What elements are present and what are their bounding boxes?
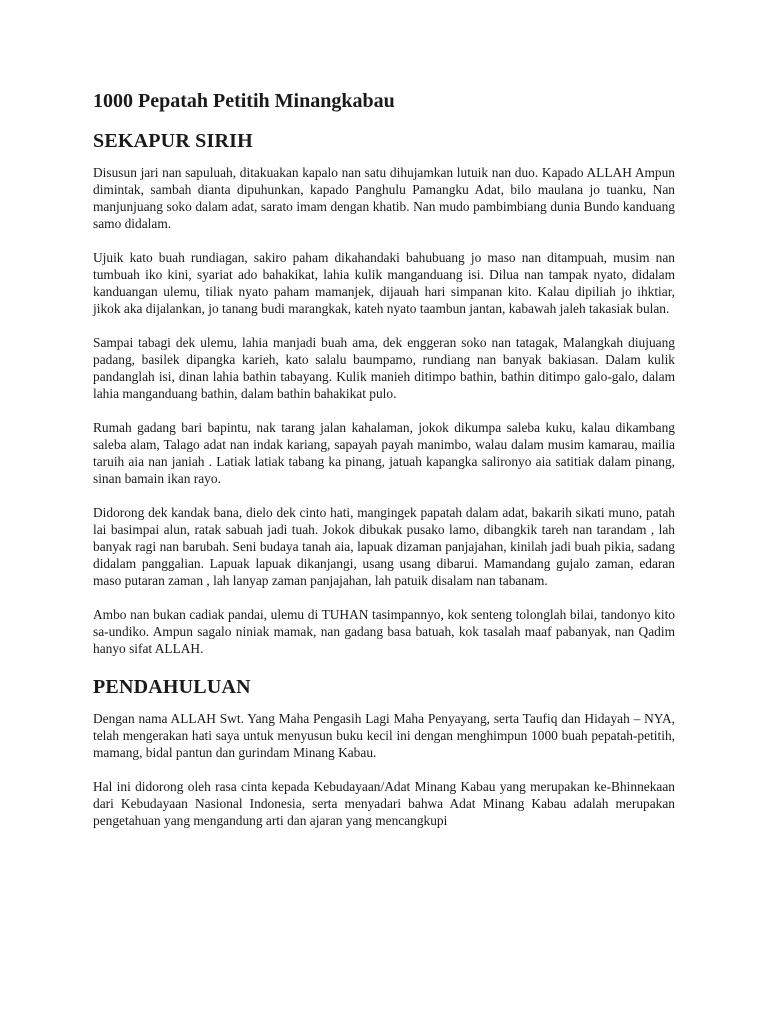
paragraph: Hal ini didorong oleh rasa cinta kepada Kebudayaan/Adat Minang Kabau yang merupakan ke-Bhinnekaan dari Kebudayaan Nasional Indonesia, serta menyadari bahwa Adat Minang Kabau adalah merupakan pengetahuan yang mengandung arti dan ajaran yang mencangkupi bbox=[93, 779, 675, 828]
document-page bbox=[93, 88, 675, 846]
paragraph: Sampai tabagi dek ulemu, lahia manjadi buah ama, dek enggeran soko nan tatagak, Malangkah diujuang padang, basilek dipangka karieh, kato salalu baumpamo, rundiang nan banyak bakiasan. Dalam kulik pandanglah isi, dinan lahia bathin tabayang. Kulik manieh ditimpo bathin, bathin ditimpo galo-galo, dalam lahia manganduang bathin, dalam bathin bahakikat pulo. bbox=[93, 335, 675, 401]
section-heading-sekapur-sirih: SEKAPUR SIRIH bbox=[93, 130, 253, 152]
paragraph: Rumah gadang bari bapintu, nak tarang jalan kahalaman, jokok dikumpa saleba kuku, kalau dikambang saleba alam, Talago adat nan indak kariang, sapayah payah manimbo, walau dalam musim kamarau, mailia taruih aia nan janiah . Latiak latiak tabang ka pinang, jatuah kapangka salironyo aia satitiak dalam pinang, sinan bamain ikan rayo. bbox=[93, 420, 675, 486]
paragraph: Ambo nan bukan cadiak pandai, ulemu di TUHAN tasimpannyo, kok senteng tolonglah bilai, tandonyo kito sa-undiko. Ampun sagalo niniak mamak, nan gadang basa batuah, kok tasalah maaf pabanyak, nan Qadim hanyo sifat ALLAH. bbox=[93, 607, 675, 656]
paragraph: Disusun jari nan sapuluah, ditakuakan kapalo nan satu dihujamkan lutuik nan duo. Kapado ALLAH Ampun dimintak, sambah dianta dipuhunkan, kapado Panghulu Pamangku Adat, bilo maulana jo tuanku, Nan manjunjuang soko dalam adat, sarato imam dengan khatib. Nan mudo pambimbiang dunia Bundo kanduang samo didalam. bbox=[93, 165, 675, 231]
paragraph: Didorong dek kandak bana, dielo dek cinto hati, mangingek papatah dalam adat, bakarih sikati muno, patah lai basimpai alun, ratak sabuah jadi tuah. Jokok dibukak pusako lamo, dibangkik tareh nan tarandam , lah banyak ragi nan barubah. Seni budaya tanah aia, lapuak dizaman panjajahan, kinilah jadi buah pikia, sadang didalam panggalian. Lapuak lapuak dikanjangi, usang usang dibarui. Mamandang gujalo zaman, edaran maso putaran zaman , lah lanyap zaman panjajahan, lah patuik disalam nan tabanam. bbox=[93, 505, 675, 588]
section-heading-pendahuluan: PENDAHULUAN bbox=[93, 676, 251, 698]
paragraph: Dengan nama ALLAH Swt. Yang Maha Pengasih Lagi Maha Penyayang, serta Taufiq dan Hidayah – NYA, telah mengerakan hati saya untuk menyusun buku kecil ini dengan menghimpun 1000 buah pepatah-petitih, mamang, bidal pantun dan gurindam Minang Kabau. bbox=[93, 711, 675, 760]
document-title: 1000 Pepatah Petitih Minangkabau bbox=[93, 90, 395, 112]
paragraph: Ujuik kato buah rundiagan, sakiro paham dikahandaki bahubuang jo maso nan ditampuah, musim nan tumbuah iko kini, syariat ado bahakikat, lahia kulik manganduang isi. Dilua nan tampak nyato, didalam kanduangan ulemu, tiliak nyato paham mamanjek, dijauah hari simpanan kito. Kalau dipiliah jo ihktiar, jikok aka dijalankan, jo tanang budi marangkak, kateh nyato taambun jantan, kabawah jaleh takasiak bulan. bbox=[93, 250, 675, 316]
